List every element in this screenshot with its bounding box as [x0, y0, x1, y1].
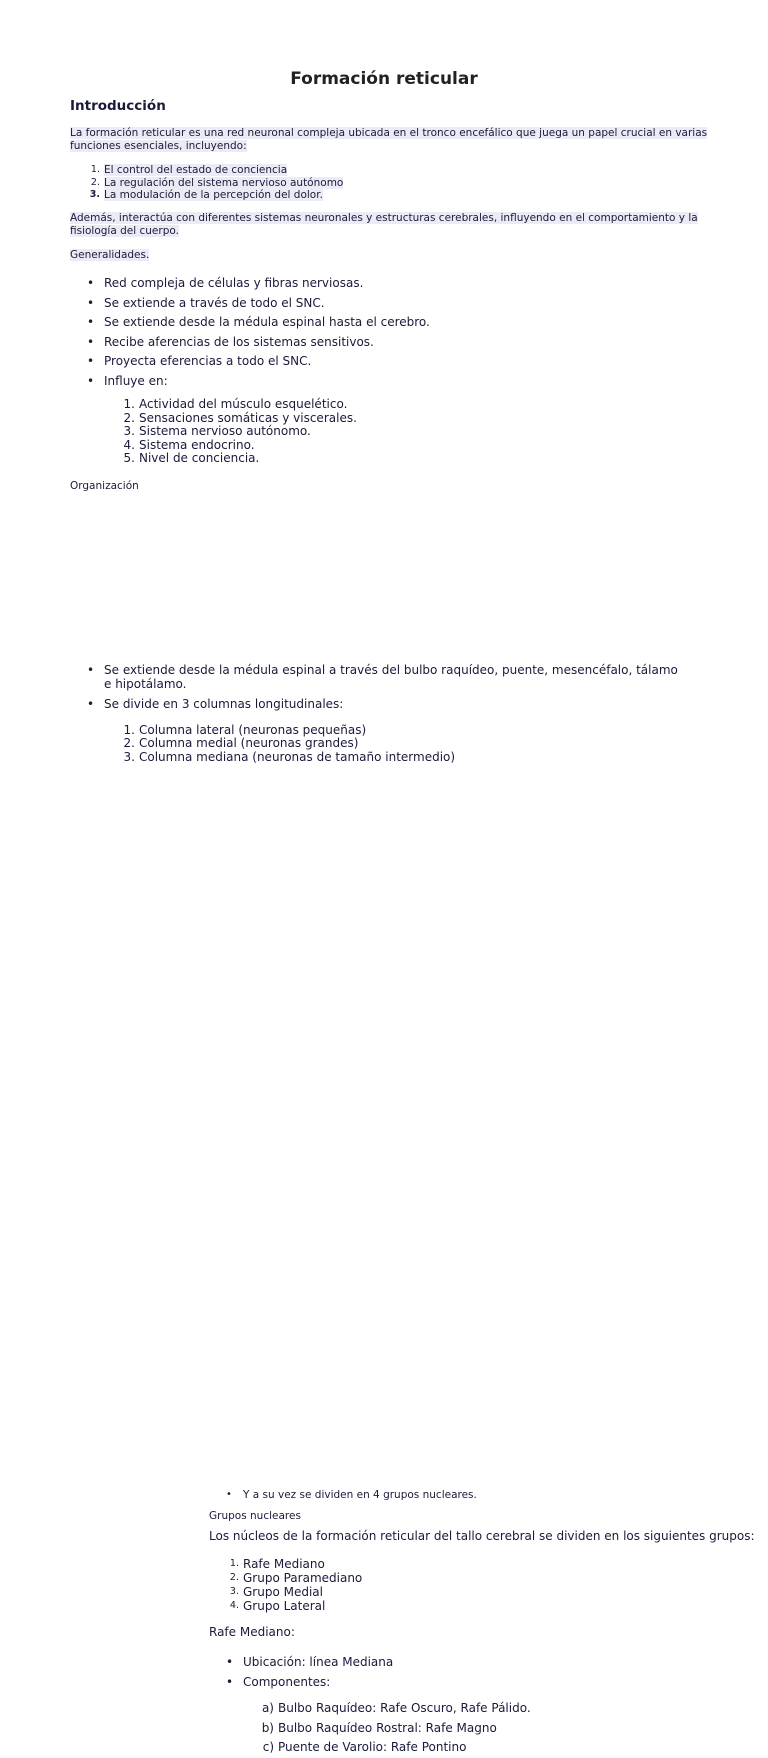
list-item: • Y a su vez se dividen en 4 grupos nucleares.	[226, 1489, 477, 1501]
list-item: • Se extiende desde la médula espinal hasta el cerebro.	[87, 315, 430, 329]
list-item: • Se extiende desde la médula espinal a través del bulbo raquídeo, puente, mesencéfalo, tálamo e hipotálamo.	[87, 663, 678, 691]
list-item: 3. La modulación de la percepción del dolor.	[89, 189, 323, 201]
list-item: 2. La regulación del sistema nervioso autónomo	[90, 176, 344, 189]
list-item: b) Bulbo Raquídeo Rostral: Rafe Magno	[261, 1720, 497, 1735]
list-item: 2. Columna medial (neuronas grandes)	[123, 736, 359, 751]
list-item: • Red compleja de células y fibras nerviosas.	[87, 276, 364, 290]
list-item: • Componentes:	[226, 1675, 331, 1689]
list-item: 3. Columna mediana (neuronas de tamaño intermedio)	[123, 749, 456, 764]
grupos-list	[229, 1557, 768, 1613]
grupos-note-list	[226, 1489, 768, 1502]
list-item: 3. Sistema nervioso autónomo.	[123, 424, 311, 439]
list-item: 1. Actividad del músculo esquelético.	[123, 397, 348, 411]
grupos-label: Grupos nucleares	[209, 1510, 301, 1522]
list-item: 1. Rafe Mediano	[229, 1557, 325, 1571]
influye-list	[123, 397, 699, 466]
page-title: Formación reticular	[290, 69, 478, 89]
list-item: 5. Nivel de conciencia.	[123, 451, 260, 466]
list-item: c) Puente de Varolio: Rafe Pontino	[262, 1740, 467, 1754]
list-item: 4. Grupo Lateral	[229, 1599, 326, 1613]
list-item: 2. Grupo Paramediano	[229, 1571, 363, 1585]
intro-heading: Introducción	[70, 98, 166, 114]
list-item: • Influye en:	[87, 373, 168, 388]
grupos-paragraph: Los núcleos de la formación reticular del tallo cerebral se dividen en los siguientes grupos:	[209, 1529, 755, 1543]
list-item: 1. Columna lateral (neuronas pequeñas)	[123, 723, 367, 737]
list-item: • Se divide en 3 columnas longitudinales:	[87, 697, 344, 711]
list-item: a) Bulbo Raquídeo: Rafe Oscuro, Rafe Pálido.	[261, 1701, 531, 1715]
intro-functions-list	[89, 164, 704, 202]
rafe-label: Rafe Mediano:	[209, 1625, 295, 1639]
blank-figure-area	[70, 500, 690, 650]
organizacion-list	[87, 663, 684, 711]
generalidades-label: Generalidades.	[70, 249, 150, 261]
list-item: • Ubicación: línea Mediana	[226, 1655, 394, 1669]
componentes-list	[261, 1699, 768, 1758]
list-item: 1. El control del estado de conciencia	[90, 164, 288, 176]
columnas-list	[123, 723, 755, 1754]
intro-paragraph-2: Además, interactúa con diferentes sistemas neuronales y estructuras cerebrales, influyendo en el comportamiento y la fisiología del cuerpo.	[70, 212, 698, 237]
generalidades-list	[87, 274, 704, 391]
intro-paragraph: La formación reticular es una red neuronal compleja ubicada en el tronco encefálico que juega un papel crucial en varias funciones esenciales, incluyendo:	[70, 127, 708, 152]
organizacion-label: Organización	[70, 480, 139, 492]
list-item: • Recibe aferencias de los sistemas sensitivos.	[87, 334, 374, 349]
rafe-list	[226, 1652, 768, 1692]
list-item: 2. Sensaciones somáticas y viscerales.	[123, 410, 357, 425]
list-item: 4. Sistema endocrino.	[123, 437, 255, 452]
list-item: • Se extiende a través de todo el SNC.	[87, 295, 325, 310]
list-item: 3. Grupo Medial	[229, 1585, 323, 1599]
list-item: • Proyecta eferencias a todo el SNC.	[87, 354, 312, 368]
